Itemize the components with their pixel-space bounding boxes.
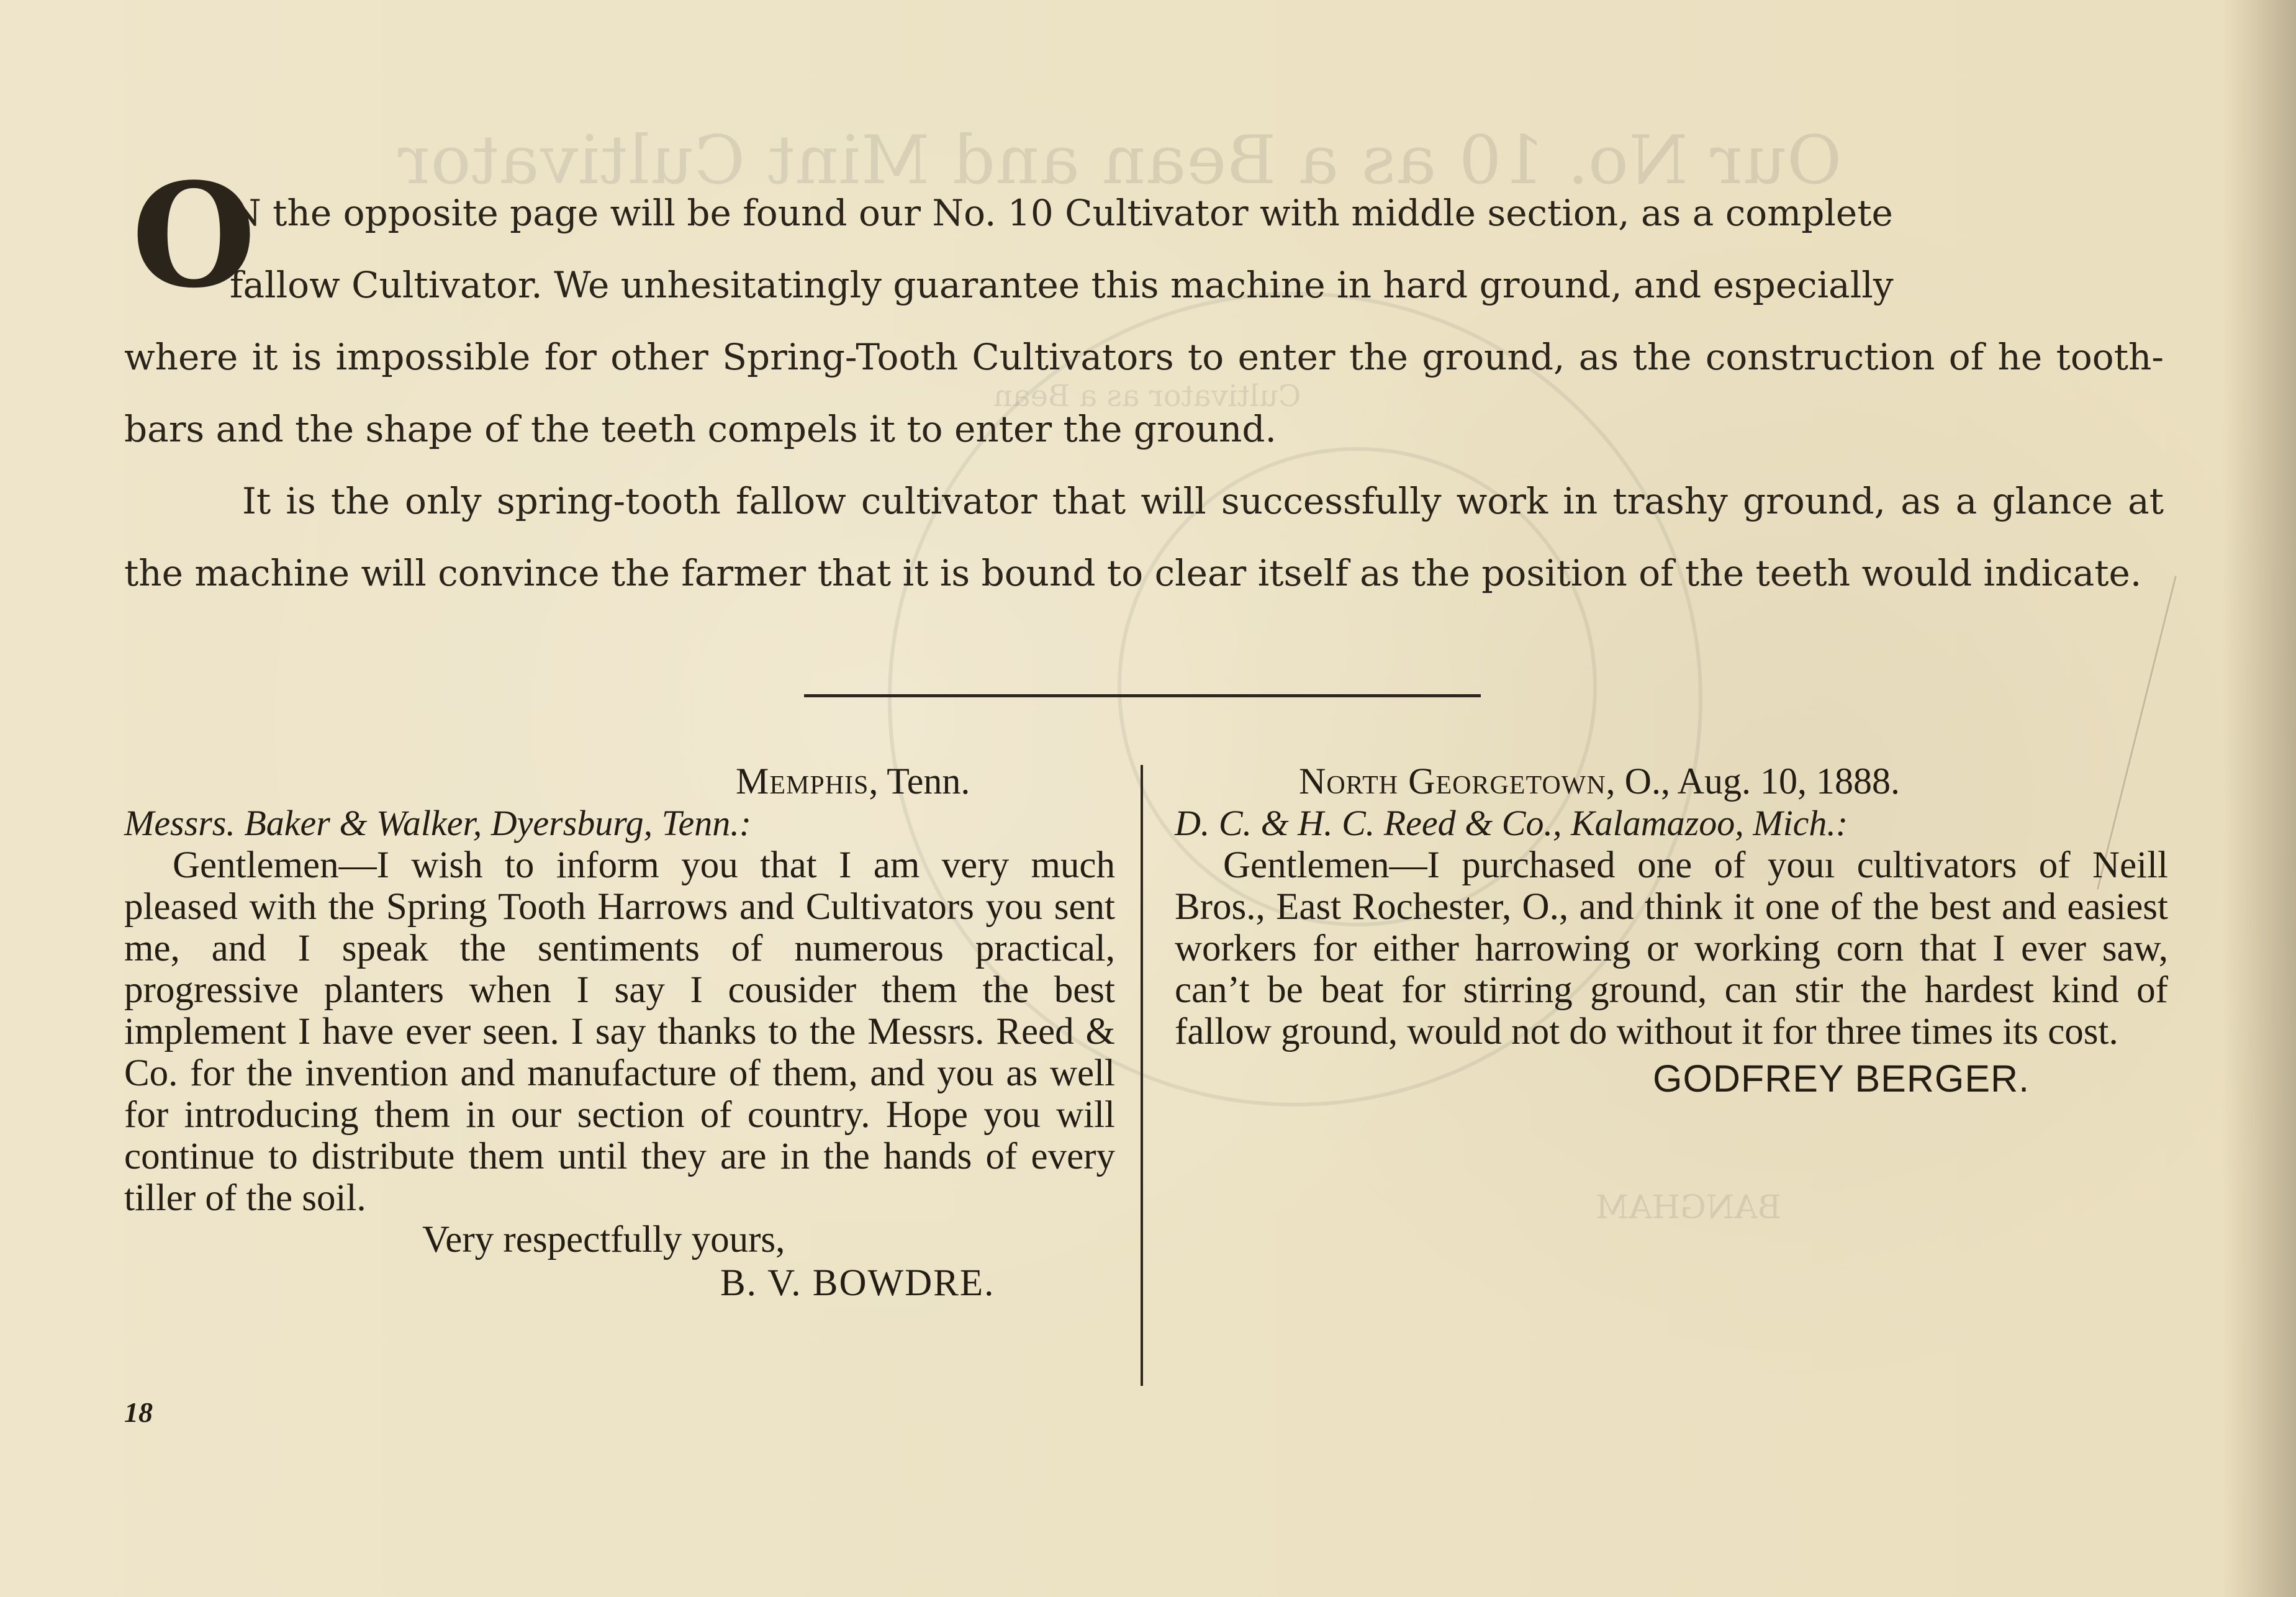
letter-signature: GODFREY BERGER. xyxy=(1653,1057,2030,1100)
letter-dateline xyxy=(1299,758,2168,805)
drop-cap: O xyxy=(132,152,256,320)
addressee-state: Mich.: xyxy=(1753,803,1848,843)
page-edge-shadow xyxy=(2221,0,2296,1597)
addressee-firm: D. C. & H. C. Reed & Co. xyxy=(1175,803,1553,843)
addressee-firm: Messrs. Baker & Walker xyxy=(124,803,473,843)
dateline-suffix: , Tenn. xyxy=(869,761,970,802)
dateline-place: Memphis xyxy=(736,761,869,802)
intro-paragraph-2: It is the only spring-tooth fallow cultivator that will successfully work in trashy ground, as a glance at the machine will convince the farmer that it is bound to clear itself as the position of the teeth would indicate. xyxy=(124,480,2164,594)
dateline-suffix: , O., Aug. 10, 1888. xyxy=(1606,761,1901,802)
bleed-through-title: Our No. 10 as a Bean and Mint Cultivator xyxy=(397,122,1842,199)
section-divider xyxy=(804,694,1481,697)
letter-signature: B. V. BOWDRE. xyxy=(720,1262,995,1304)
column-divider xyxy=(1141,765,1143,1386)
addressee-state: Tenn.: xyxy=(661,803,752,843)
testimonial-north-georgetown xyxy=(1175,758,2168,1101)
bleed-through-name: BANGHAM xyxy=(1596,1189,1781,1226)
letter-closing: Very respectfully yours, xyxy=(422,1219,785,1260)
intro-continuation: where it is impossible for other Spring-Tooth Cultivators to enter the ground, as the construction of he tooth-bars and the shape of the teeth compels it to enter the ground. xyxy=(124,336,2164,450)
letter-body: Gentlemen—I purchased one of youı cultivators of Neill Bros., East Rochester, O., and think it one of the best and easiest workers for either harrowing or working corn that I ever saw, can’t be beat for stirring ground, can stir the hardest kind of fallow ground, would not do without it for three times its cost. xyxy=(1175,844,2168,1052)
letter-dateline xyxy=(736,758,1118,805)
letter-addressee xyxy=(124,802,1118,844)
testimonial-memphis xyxy=(124,758,1118,1306)
addressee-location: , Kalamazoo, xyxy=(1552,803,1753,843)
bleed-through-subtitle: Cultivator as a Bean xyxy=(993,379,1301,414)
intro-line-2: fallow Cultivator. We unhesitatingly guarantee this machine in hard ground, and especially xyxy=(230,264,1894,306)
addressee-location: , Dyersburg, xyxy=(472,803,662,843)
letter-body: Gentlemen—I wish to inform you that I am very much pleased with the Spring Tooth Harrows and Cultivators you sent me, and I speak the sentiments of numerous practical, progressive planters when I say I cousider them the best implement I have ever seen. I say thanks to the Messrs. Reed & Co. for the invention and manufacture of them, and you as well for introducing them in our section of country. Hope you will continue to distribute them until they are in the hands of every tiller of the soil. xyxy=(124,844,1115,1219)
letter-addressee xyxy=(1175,802,2168,844)
dateline-place: North Georgetown xyxy=(1299,761,1606,802)
intro-line-1: N the opposite page will be found our No. 10 Cultivator with middle section, as a complete xyxy=(230,192,1893,234)
page-number: 18 xyxy=(124,1396,153,1428)
